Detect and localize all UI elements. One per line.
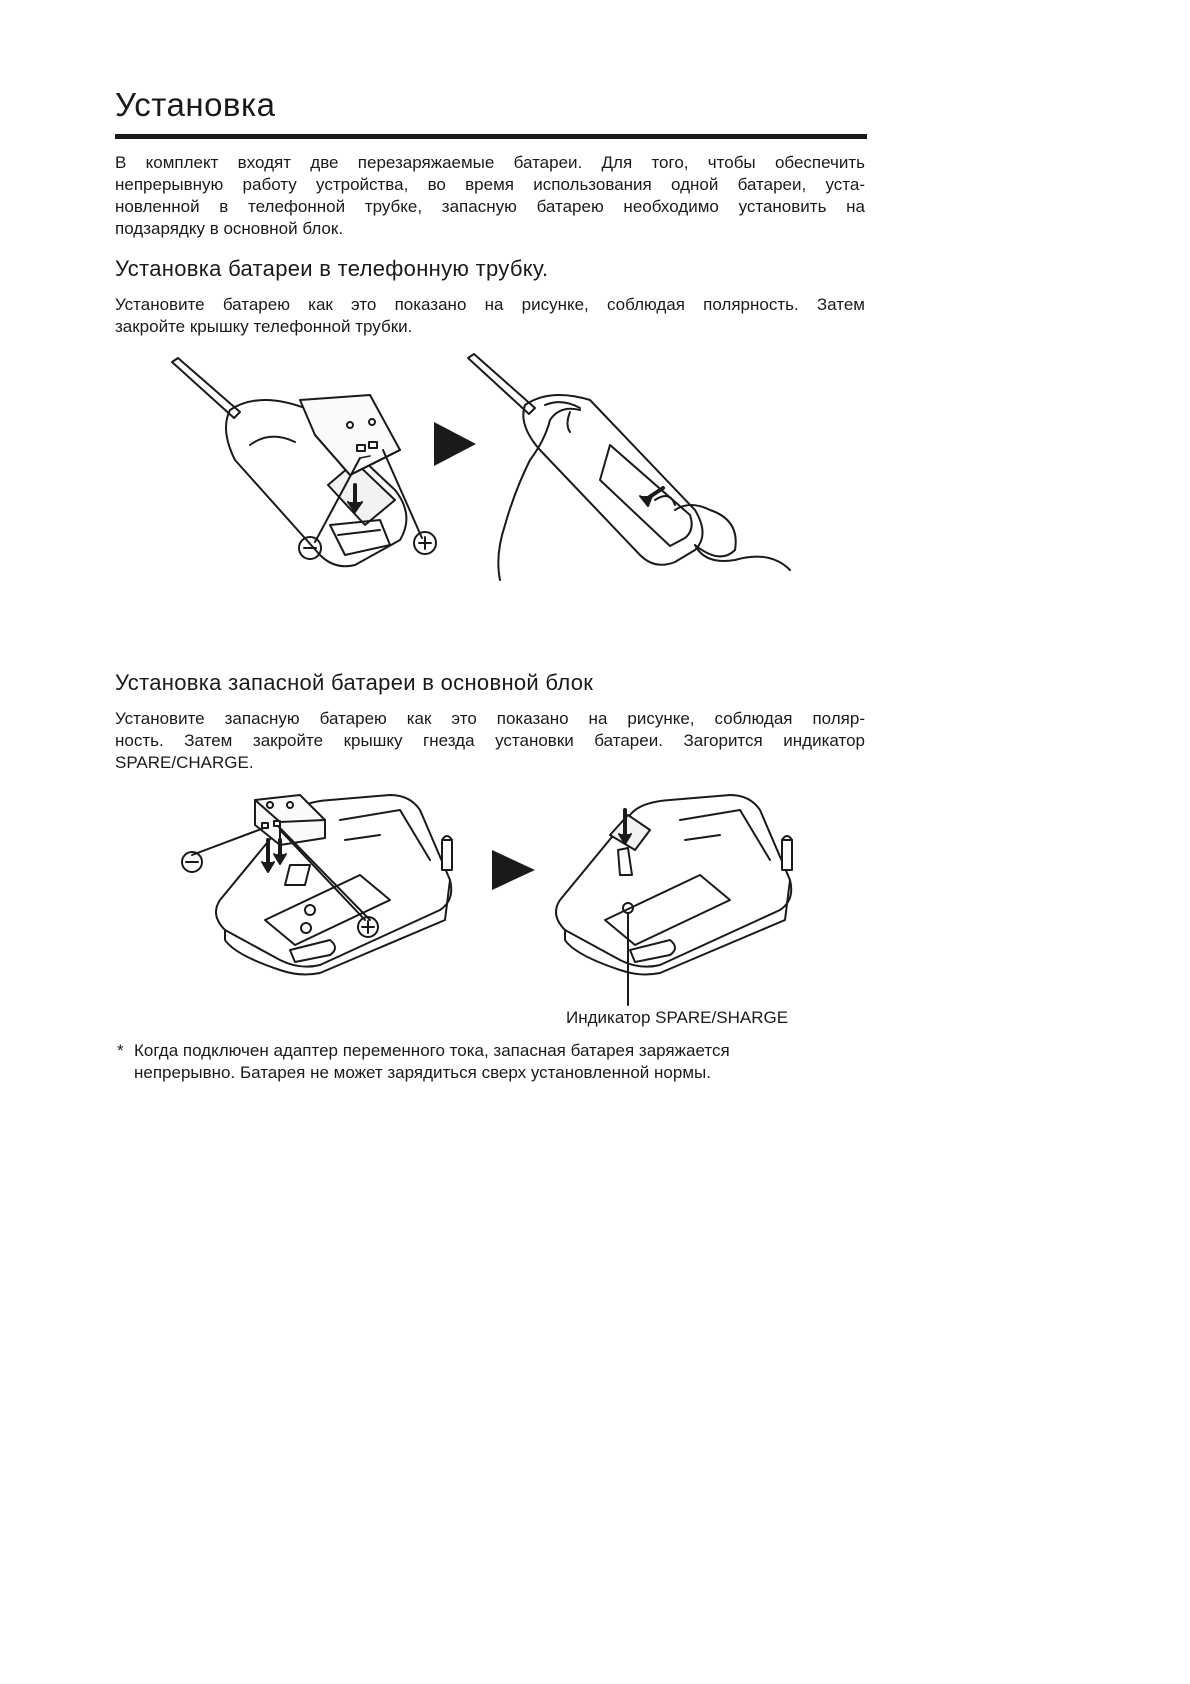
open-base-illustration	[192, 795, 452, 974]
next-step-arrow-icon	[492, 850, 535, 890]
intro-line: В комплект входят две перезаряжаемые батареи. Для того, чтобы обеспечить	[115, 153, 865, 172]
open-handset-illustration	[172, 358, 422, 566]
handset-text-line: закройте крышку телефонной трубки.	[115, 317, 413, 336]
base-text-line: Установите запасную батарею как это показано на рисунке, соблюдая поляр-	[115, 709, 865, 728]
indicator-caption: Индикатор SPARE/SHARGE	[566, 1008, 789, 1027]
section-heading-base: Установка запасной батареи в основной блок	[115, 670, 594, 695]
base-text-line: SPARE/CHARGE.	[115, 753, 254, 772]
footnote-line: непрерывно. Батарея не может зарядиться сверх установленной нормы.	[134, 1063, 711, 1082]
page-title: Установка	[115, 86, 276, 123]
handset-text-line: Установите батарею как это показано на рисунке, соблюдая полярность. Затем	[115, 295, 865, 314]
closed-handset-illustration	[468, 354, 790, 580]
intro-line: новленной в телефонной трубке, запасную батарею необходимо установить на	[115, 197, 865, 216]
footnote-marker: *	[117, 1041, 124, 1060]
footnote	[117, 1040, 847, 1084]
intro-line: непрерывную работу устройства, во время использования одной батареи, уста-	[115, 175, 865, 194]
footnote-line: Когда подключен адаптер переменного тока, запасная батарея заряжается	[134, 1041, 730, 1060]
closed-base-illustration	[556, 795, 792, 1005]
intro-line: подзарядку в основной блок.	[115, 219, 344, 238]
intro-paragraph	[115, 152, 865, 240]
section-base-text	[115, 708, 865, 774]
base-text-line: ность. Затем закройте крышку гнезда установки батареи. Загорится индикатор	[115, 731, 865, 750]
section-heading-handset: Установка батареи в телефонную трубку.	[115, 256, 549, 281]
handset-battery-figure	[150, 350, 810, 620]
next-step-arrow-icon	[434, 422, 476, 466]
base-battery-figure	[180, 780, 830, 1010]
title-rule	[115, 134, 867, 139]
section-handset-text	[115, 294, 865, 338]
